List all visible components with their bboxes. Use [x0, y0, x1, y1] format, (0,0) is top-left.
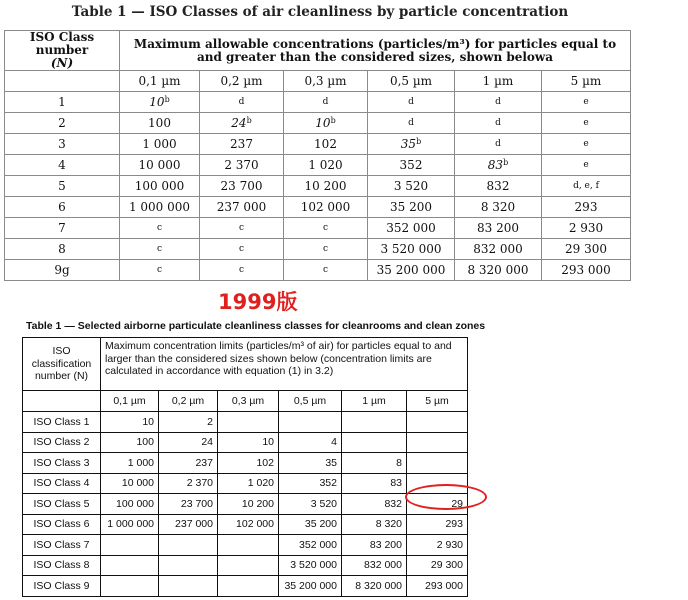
iso-class-cell: 2 [5, 113, 120, 134]
table-1999 [22, 337, 468, 597]
concentration-value: c [156, 244, 163, 254]
concentration-cell [120, 176, 200, 197]
concentration-cell: 102 000 [218, 514, 279, 535]
concentration-cell [455, 260, 542, 281]
concentration-cell [101, 555, 159, 576]
highlight-circle [405, 484, 487, 510]
concentration-cell [200, 176, 284, 197]
iso-class-cell: ISO Class 7 [23, 535, 101, 556]
concentration-cell [407, 453, 468, 474]
concentration-value: 832 [486, 179, 510, 193]
concentration-cell [368, 155, 455, 176]
concentration-cell [368, 239, 455, 260]
concentration-cell [368, 113, 455, 134]
concentration-cell [455, 197, 542, 218]
concentration-value: d [495, 118, 501, 128]
particle-size-header: 0,2 µm [200, 71, 284, 92]
iso-class-cell: ISO Class 1 [23, 412, 101, 433]
concentration-cell: 1 000 000 [101, 514, 159, 535]
concentration-value: c [322, 244, 329, 254]
concentration-cell: 8 [342, 453, 407, 474]
concentration-cell: 3 520 [279, 494, 342, 515]
concentration-value: 102 000 [300, 200, 351, 214]
concentration-value: d, e, f [573, 181, 599, 191]
concentration-value: e [583, 97, 589, 107]
concentration-value: 3 520 [393, 179, 429, 193]
max-concentration-limits-header: Maximum concentration limits (particles/m³ of air) for particles equal to and larger than the considered sizes shown below (concentration limits are calculated in accordance with equation (1) in 3.2) [101, 338, 468, 391]
concentration-cell [368, 218, 455, 239]
iso-class-cell: ISO Class 3 [23, 453, 101, 474]
concentration-cell: 293 000 [407, 576, 468, 597]
concentration-value: 83 200 [477, 221, 519, 235]
concentration-cell: 237 000 [159, 514, 218, 535]
table-row [23, 473, 468, 494]
concentration-cell [284, 218, 368, 239]
concentration-value: 23 700 [220, 179, 263, 193]
iso-class-number-header-text: ISO Class number [29, 30, 95, 57]
concentration-cell [120, 92, 200, 113]
iso-class-cell: ISO Class 5 [23, 494, 101, 515]
particle-size-header: 0,5 µm [368, 71, 455, 92]
concentration-cell [279, 412, 342, 433]
concentration-value: 352 000 [386, 221, 436, 235]
table-row [5, 134, 631, 155]
concentration-cell: 3 520 000 [279, 555, 342, 576]
concentration-value: 35 200 000 [376, 263, 446, 277]
concentration-cell [407, 432, 468, 453]
concentration-cell [120, 239, 200, 260]
table-row [23, 555, 468, 576]
particle-size-header: 5 µm [542, 71, 631, 92]
concentration-cell: 102 [218, 453, 279, 474]
concentration-cell [368, 134, 455, 155]
iso-class-cell: 7 [5, 218, 120, 239]
concentration-cell [120, 197, 200, 218]
concentration-value: 35 [400, 137, 417, 151]
concentration-cell [284, 113, 368, 134]
concentration-cell: 29 300 [407, 555, 468, 576]
concentration-value: e [583, 139, 589, 149]
table-row [23, 535, 468, 556]
size-header-spacer [23, 391, 101, 412]
concentration-cell [218, 576, 279, 597]
table-row [23, 576, 468, 597]
concentration-cell: 2 [159, 412, 218, 433]
concentration-value: c [238, 244, 245, 254]
footnote-ref: b [164, 95, 170, 104]
footnote-ref: b [503, 158, 509, 167]
footnote-ref: b [246, 116, 252, 125]
concentration-cell [368, 197, 455, 218]
concentration-value: d [408, 97, 414, 107]
concentration-value: d [408, 118, 414, 128]
concentration-value: c [238, 223, 245, 233]
concentration-value: 100 000 [134, 179, 185, 193]
concentration-value: 293 [574, 200, 598, 214]
concentration-value: 8 320 [480, 200, 516, 214]
concentration-cell: 1 020 [218, 473, 279, 494]
table-row [23, 514, 468, 535]
concentration-cell [120, 134, 200, 155]
concentration-cell [455, 134, 542, 155]
concentration-cell [284, 176, 368, 197]
iso-class-cell: 1 [5, 92, 120, 113]
concentration-cell [284, 239, 368, 260]
concentration-cell [284, 260, 368, 281]
concentration-cell [284, 134, 368, 155]
concentration-cell: 2 930 [407, 535, 468, 556]
concentration-cell [542, 218, 631, 239]
concentration-cell [455, 113, 542, 134]
concentration-cell [542, 176, 631, 197]
concentration-value: 10 [149, 95, 165, 109]
concentration-cell: 8 320 [342, 514, 407, 535]
concentration-cell [284, 92, 368, 113]
size-header-spacer [5, 71, 120, 92]
concentration-cell [200, 239, 284, 260]
concentration-cell [542, 197, 631, 218]
iso-class-cell: 3 [5, 134, 120, 155]
concentration-cell [101, 576, 159, 597]
concentration-cell [542, 92, 631, 113]
concentration-cell: 83 [342, 473, 407, 494]
concentration-cell [218, 555, 279, 576]
concentration-value: e [583, 118, 589, 128]
concentration-value: 237 [230, 137, 253, 151]
concentration-cell [455, 239, 542, 260]
concentration-cell: 10 [218, 432, 279, 453]
particle-size-header: 0,1 µm [120, 71, 200, 92]
concentration-cell: 293 [407, 514, 468, 535]
concentration-value: 29 300 [565, 242, 607, 256]
concentration-value: 83 [487, 158, 504, 172]
particle-size-header: 1 µm [455, 71, 542, 92]
iso-class-number-header [5, 31, 120, 71]
particle-size-header: 5 µm [407, 391, 468, 412]
table-row [23, 494, 468, 515]
particle-size-header: 0,5 µm [279, 391, 342, 412]
concentration-cell: 10 [101, 412, 159, 433]
concentration-cell: 83 200 [342, 535, 407, 556]
concentration-cell [368, 92, 455, 113]
concentration-value: d [495, 97, 501, 107]
concentration-cell: 832 [342, 494, 407, 515]
concentration-value: 293 000 [561, 263, 611, 277]
concentration-cell [455, 218, 542, 239]
concentration-cell: 8 320 000 [342, 576, 407, 597]
concentration-cell: 35 200 [279, 514, 342, 535]
iso-class-cell: 5 [5, 176, 120, 197]
concentration-cell [284, 197, 368, 218]
concentration-cell: 100 000 [101, 494, 159, 515]
concentration-value: 1 000 [142, 137, 177, 151]
particle-size-header: 0,2 µm [159, 391, 218, 412]
concentration-cell: 2 370 [159, 473, 218, 494]
iso-class-cell: ISO Class 8 [23, 555, 101, 576]
version-1999-label: 1999版 [218, 290, 298, 314]
concentration-cell [200, 218, 284, 239]
concentration-cell [101, 535, 159, 556]
concentration-value: d [495, 139, 501, 149]
concentration-cell [120, 155, 200, 176]
concentration-cell: 10 200 [218, 494, 279, 515]
concentration-cell [368, 260, 455, 281]
concentration-cell [455, 176, 542, 197]
particle-size-header: 1 µm [342, 391, 407, 412]
table-row [5, 92, 631, 113]
concentration-value: 10 200 [304, 179, 347, 193]
concentration-cell [200, 260, 284, 281]
concentration-cell [159, 576, 218, 597]
footnote-ref: b [416, 137, 422, 146]
concentration-cell [218, 535, 279, 556]
table-row [5, 218, 631, 239]
concentration-value: 352 [399, 158, 423, 172]
concentration-cell [120, 218, 200, 239]
concentration-value: c [156, 223, 163, 233]
concentration-value: 35 200 [390, 200, 432, 214]
iso-class-cell: 6 [5, 197, 120, 218]
concentration-cell: 35 200 000 [279, 576, 342, 597]
concentration-cell [159, 535, 218, 556]
concentration-value: 832 000 [473, 242, 523, 256]
concentration-cell [368, 176, 455, 197]
concentration-cell [542, 113, 631, 134]
concentration-cell [542, 239, 631, 260]
concentration-cell: 352 000 [279, 535, 342, 556]
concentration-cell: 24 [159, 432, 218, 453]
iso-classification-number-header: ISO classification number (N) [23, 338, 101, 391]
concentration-cell: 832 000 [342, 555, 407, 576]
concentration-value: d [238, 97, 245, 107]
concentration-cell: 29 [407, 494, 468, 515]
table-row [23, 453, 468, 474]
concentration-value: c [156, 265, 163, 275]
concentration-cell [407, 412, 468, 433]
concentration-cell: 237 [159, 453, 218, 474]
concentration-value: 2 370 [224, 158, 259, 172]
table-1999-title: Table 1 — Selected airborne particulate cleanliness classes for cleanrooms and clean zones [26, 320, 486, 332]
iso-class-cell: 9g [5, 260, 120, 281]
concentration-cell [342, 412, 407, 433]
table-row [5, 113, 631, 134]
concentration-value: 3 520 000 [380, 242, 442, 256]
concentration-value: 237 000 [216, 200, 267, 214]
particle-size-header: 0,3 µm [218, 391, 279, 412]
iso-class-cell: ISO Class 6 [23, 514, 101, 535]
concentration-cell [542, 260, 631, 281]
concentration-cell: 35 [279, 453, 342, 474]
iso-class-cell: ISO Class 9 [23, 576, 101, 597]
particle-size-header: 0,3 µm [284, 71, 368, 92]
concentration-cell [200, 197, 284, 218]
concentration-cell: 4 [279, 432, 342, 453]
concentration-value: c [322, 223, 329, 233]
concentration-value: 100 [148, 116, 171, 130]
concentration-cell: 100 [101, 432, 159, 453]
concentration-cell [542, 155, 631, 176]
iso-class-cell: ISO Class 2 [23, 432, 101, 453]
concentration-value: 10 [315, 116, 331, 130]
concentration-cell: 1 000 [101, 453, 159, 474]
concentration-cell: 10 000 [101, 473, 159, 494]
concentration-value: 1 020 [308, 158, 343, 172]
iso-class-cell: 8 [5, 239, 120, 260]
iso-class-number-header-n: (N) [50, 56, 74, 70]
concentration-cell: 352 [279, 473, 342, 494]
concentration-cell [159, 555, 218, 576]
concentration-value: c [238, 265, 245, 275]
concentration-cell [200, 155, 284, 176]
table-row [23, 432, 468, 453]
table-2015-title: Table 1 — ISO Classes of air cleanliness by particle concentration [71, 4, 569, 20]
iso-class-cell: ISO Class 4 [23, 473, 101, 494]
concentration-cell: 23 700 [159, 494, 218, 515]
table-row [5, 176, 631, 197]
concentration-cell [455, 155, 542, 176]
concentration-cell [200, 134, 284, 155]
concentration-cell [342, 432, 407, 453]
concentration-value: 2 930 [568, 221, 604, 235]
concentration-cell [200, 92, 284, 113]
concentration-cell [120, 113, 200, 134]
table-row [5, 155, 631, 176]
concentration-cell [200, 113, 284, 134]
table-row [23, 412, 468, 433]
concentration-cell [542, 134, 631, 155]
table-row [5, 197, 631, 218]
concentration-value: 102 [314, 137, 337, 151]
concentration-value: 10 000 [138, 158, 181, 172]
table-row [5, 239, 631, 260]
iso-class-cell: 4 [5, 155, 120, 176]
particle-size-header: 0,1 µm [101, 391, 159, 412]
max-concentration-header: Maximum allowable concentrations (particles/m³) for particles equal to and greater than the considered sizes, shown belowa [120, 31, 631, 71]
concentration-value: c [322, 265, 329, 275]
concentration-cell [284, 155, 368, 176]
concentration-value: 24 [231, 116, 247, 130]
concentration-cell [120, 260, 200, 281]
concentration-cell [455, 92, 542, 113]
footnote-ref: b [330, 116, 336, 125]
concentration-value: 1 000 000 [128, 200, 191, 214]
concentration-value: e [583, 160, 589, 170]
concentration-value: d [322, 97, 329, 107]
table-row [5, 260, 631, 281]
concentration-cell [218, 412, 279, 433]
table-2015 [4, 30, 631, 281]
concentration-value: 8 320 000 [467, 263, 529, 277]
